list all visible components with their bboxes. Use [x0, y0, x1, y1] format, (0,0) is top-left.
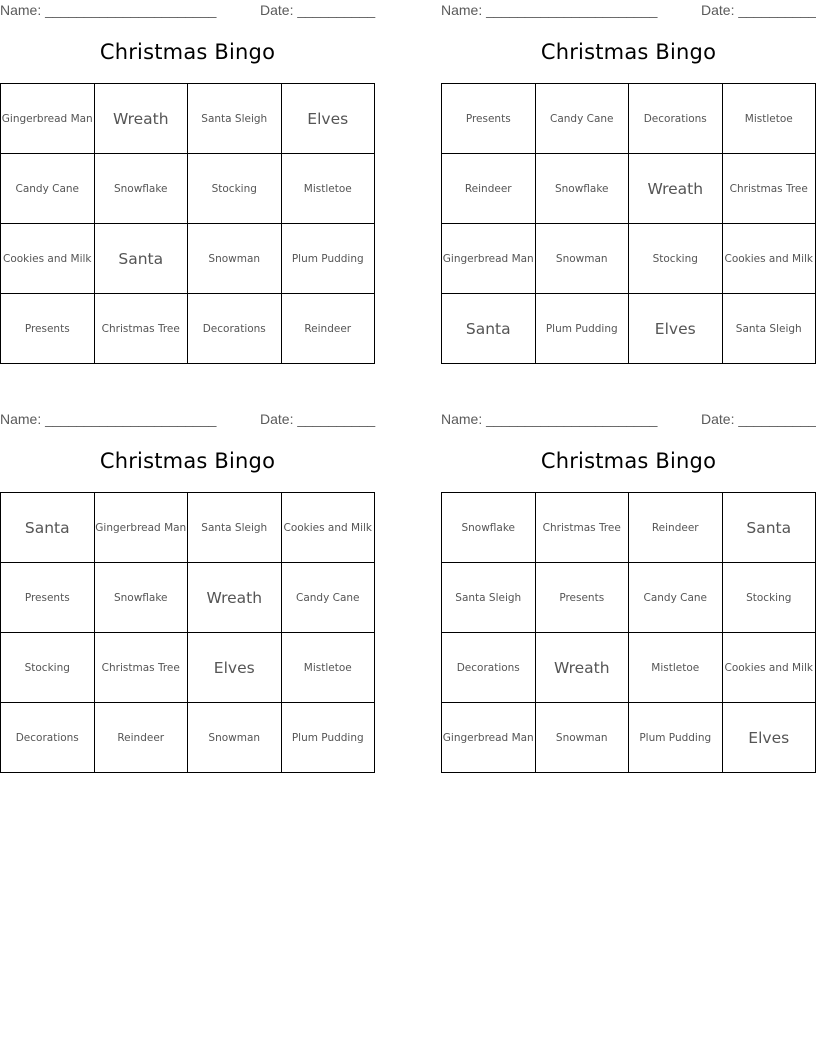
bingo-cell: Cookies and Milk	[1, 224, 95, 294]
bingo-cell: Santa	[722, 493, 816, 563]
bingo-cell: Cookies and Milk	[281, 493, 375, 563]
date-label: Date: __________	[260, 411, 376, 427]
bingo-grid	[441, 492, 816, 773]
card-header	[441, 411, 816, 429]
bingo-cell: Wreath	[629, 154, 723, 224]
bingo-cell: Presents	[535, 563, 629, 633]
bingo-grid	[0, 83, 375, 364]
bingo-cell: Plum Pudding	[629, 703, 723, 773]
bingo-card-4	[441, 409, 816, 769]
grid-row	[1, 224, 375, 294]
bingo-cell: Santa	[94, 224, 188, 294]
grid-row	[442, 84, 816, 154]
bingo-cell: Reindeer	[442, 154, 536, 224]
bingo-cell: Elves	[188, 633, 282, 703]
bingo-cell: Gingerbread Man	[94, 493, 188, 563]
bingo-cell: Plum Pudding	[535, 294, 629, 364]
bingo-cell: Snowman	[535, 703, 629, 773]
bingo-cell: Cookies and Milk	[722, 224, 816, 294]
bingo-cell: Mistletoe	[281, 633, 375, 703]
grid-row	[442, 633, 816, 703]
card-title: Christmas Bingo	[540, 40, 717, 64]
bingo-cell: Christmas Tree	[94, 633, 188, 703]
card-title: Christmas Bingo	[540, 449, 717, 473]
grid-row	[442, 224, 816, 294]
grid-row	[1, 703, 375, 773]
bingo-cell: Presents	[442, 84, 536, 154]
bingo-cell: Stocking	[188, 154, 282, 224]
bingo-cell: Cookies and Milk	[722, 633, 816, 703]
bingo-cell: Gingerbread Man	[1, 84, 95, 154]
bingo-cell: Wreath	[94, 84, 188, 154]
bingo-cell: Snowflake	[94, 563, 188, 633]
name-label: Name: ______________________	[0, 411, 217, 427]
bingo-cell: Plum Pudding	[281, 703, 375, 773]
bingo-cell: Stocking	[1, 633, 95, 703]
name-label: Name: ______________________	[441, 411, 658, 427]
grid-row	[1, 493, 375, 563]
bingo-cell: Snowflake	[442, 493, 536, 563]
bingo-cell: Mistletoe	[281, 154, 375, 224]
grid-row	[442, 154, 816, 224]
bingo-cell: Gingerbread Man	[442, 703, 536, 773]
bingo-cell: Santa Sleigh	[188, 493, 282, 563]
bingo-card-3	[0, 409, 375, 769]
card-header	[0, 2, 375, 20]
bingo-cell: Santa Sleigh	[188, 84, 282, 154]
bingo-cell: Wreath	[535, 633, 629, 703]
bingo-cell: Presents	[1, 294, 95, 364]
card-title: Christmas Bingo	[99, 449, 276, 473]
grid-row	[442, 294, 816, 364]
card-title: Christmas Bingo	[99, 40, 276, 64]
bingo-cell: Decorations	[188, 294, 282, 364]
bingo-cell: Decorations	[1, 703, 95, 773]
bingo-cell: Elves	[281, 84, 375, 154]
bingo-grid	[0, 492, 375, 773]
bingo-cell: Wreath	[188, 563, 282, 633]
bingo-cell: Decorations	[442, 633, 536, 703]
bingo-cell: Snowman	[535, 224, 629, 294]
bingo-cell: Snowflake	[535, 154, 629, 224]
bingo-cell: Candy Cane	[535, 84, 629, 154]
bingo-cell: Elves	[722, 703, 816, 773]
bingo-cell: Christmas Tree	[94, 294, 188, 364]
bingo-cell: Stocking	[629, 224, 723, 294]
bingo-cell: Christmas Tree	[722, 154, 816, 224]
bingo-cell: Elves	[629, 294, 723, 364]
bingo-cell: Mistletoe	[629, 633, 723, 703]
name-label: Name: ______________________	[0, 2, 217, 18]
bingo-grid	[441, 83, 816, 364]
bingo-cell: Candy Cane	[281, 563, 375, 633]
name-label: Name: ______________________	[441, 2, 658, 18]
bingo-cell: Snowman	[188, 224, 282, 294]
bingo-cell: Candy Cane	[629, 563, 723, 633]
date-label: Date: __________	[260, 2, 376, 18]
grid-row	[442, 493, 816, 563]
grid-row	[442, 563, 816, 633]
bingo-cell: Candy Cane	[1, 154, 95, 224]
bingo-cell: Gingerbread Man	[442, 224, 536, 294]
grid-row	[1, 294, 375, 364]
grid-row	[1, 633, 375, 703]
bingo-cell: Santa	[442, 294, 536, 364]
bingo-cell: Christmas Tree	[535, 493, 629, 563]
date-label: Date: __________	[701, 411, 816, 427]
bingo-cell: Mistletoe	[722, 84, 816, 154]
grid-row	[1, 154, 375, 224]
bingo-cell: Stocking	[722, 563, 816, 633]
bingo-cell: Santa Sleigh	[722, 294, 816, 364]
bingo-cell: Santa Sleigh	[442, 563, 536, 633]
card-header	[0, 411, 375, 429]
bingo-cell: Snowman	[188, 703, 282, 773]
bingo-cell: Reindeer	[281, 294, 375, 364]
bingo-cell: Snowflake	[94, 154, 188, 224]
bingo-card-2	[441, 0, 816, 360]
bingo-cell: Presents	[1, 563, 95, 633]
bingo-cell: Santa	[1, 493, 95, 563]
grid-row	[1, 84, 375, 154]
bingo-cell: Reindeer	[629, 493, 723, 563]
bingo-cell: Reindeer	[94, 703, 188, 773]
date-label: Date: __________	[701, 2, 816, 18]
bingo-card-1	[0, 0, 375, 360]
bingo-cell: Decorations	[629, 84, 723, 154]
card-header	[441, 2, 816, 20]
grid-row	[1, 563, 375, 633]
grid-row	[442, 703, 816, 773]
bingo-cell: Plum Pudding	[281, 224, 375, 294]
